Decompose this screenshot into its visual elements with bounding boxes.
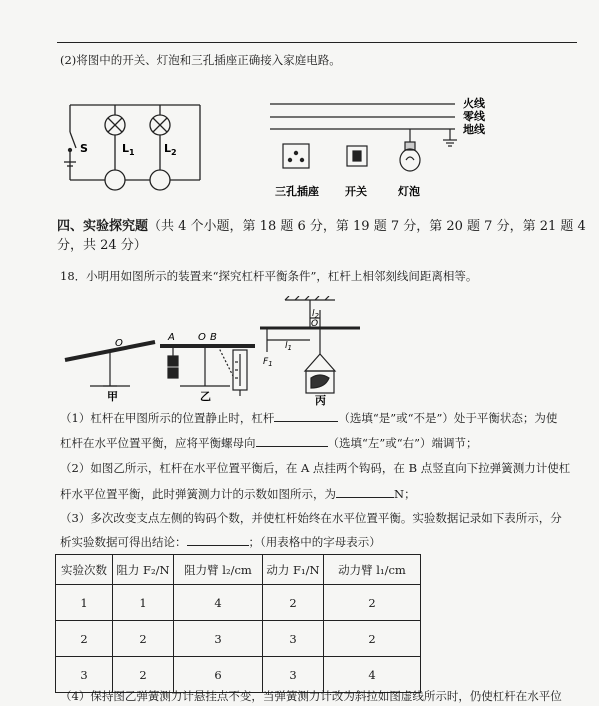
- q18-p2-line1: （2）如图乙所示，杠杆在水平位置平衡后，在 A 点挂两个钩码，在 B 点竖直向下拉弹簧测力计使杠: [60, 461, 571, 475]
- lamp1-label: $L_1$: [122, 142, 135, 157]
- lever-fig-bing: [260, 296, 360, 393]
- table-cell: 3: [263, 621, 324, 657]
- table-cell: 2: [56, 621, 113, 657]
- q18-p4: （4）保持图乙弹簧测力计悬挂点不变，当弹簧测力计改为斜拉如图虚线所示时，仍使杠杆在水平位: [60, 689, 562, 703]
- bulb-label: 灯泡: [398, 185, 420, 198]
- lamp-l1-icon: [105, 115, 125, 135]
- fig-bing-label: 丙: [315, 394, 326, 406]
- lever-fig-yi: [160, 346, 255, 396]
- q18-p2-line2: 杆水平位置平衡，此时弹簧测力计的示数如图所示，为 N；: [60, 487, 416, 501]
- svg-text:l2: $l_2$: [312, 309, 319, 320]
- experiment-data-table: [55, 554, 421, 693]
- header-rule: [57, 42, 577, 43]
- wiring-diagram: [265, 92, 490, 204]
- socket-icon: [283, 144, 309, 168]
- table-cell: 3: [263, 657, 324, 693]
- table-cell: 3: [174, 621, 263, 657]
- lamp2-label: $L_2$: [164, 142, 177, 157]
- table-cell: 1: [56, 585, 113, 621]
- svg-text:F1: $F_1$: [263, 357, 273, 368]
- section4-heading: [57, 218, 587, 236]
- svg-text:B: B: [210, 332, 217, 343]
- q18-stem: 18．小明用如图所示的装置来“探究杠杆平衡条件”，杠杆上相邻刻线间距离相等。: [60, 269, 478, 283]
- section4-desc-line1: （共 4 个小题，第 18 题 6 分，第 19 题 7 分，第 20 题 7 分，第 21 题 4: [148, 219, 586, 234]
- q18-p3-line2: 析实验数据可得出结论： ；（用表格中的字母表示）: [60, 535, 381, 549]
- switch-wiring-label: 开关: [345, 185, 367, 198]
- switch-label: S: [80, 142, 88, 155]
- svg-text:l1: $l_1$: [285, 341, 292, 352]
- answer-blank-2[interactable]: [256, 446, 328, 447]
- table-cell: 2: [324, 585, 421, 621]
- section4-desc-line2: 分，共 24 分）: [57, 238, 147, 253]
- table-cell: 2: [113, 621, 174, 657]
- table-row: [56, 585, 421, 621]
- svg-text:O: O: [115, 338, 123, 349]
- lever-fig-jia: [65, 342, 155, 386]
- live-label: 火线: [463, 97, 485, 110]
- table-cell: 4: [174, 585, 263, 621]
- table-header-cell: 阻力臂 l₂/cm: [174, 555, 263, 585]
- table-header-row: [56, 555, 421, 585]
- question-17-part2: (2)将图中的开关、灯泡和三孔插座正确接入家庭电路。: [60, 53, 341, 67]
- lamp-l2-icon: [150, 115, 170, 135]
- table-cell: 2: [263, 585, 324, 621]
- answer-blank-1[interactable]: [274, 421, 338, 422]
- table-cell: 3: [56, 657, 113, 693]
- table-header-cell: 阻力 F₂/N: [113, 555, 174, 585]
- fig-jia-label: 甲: [107, 390, 118, 403]
- q18-p1-line2: 杠杆在水平位置平衡，应将平衡螺母向 （选填“左”或“右”）端调节；: [60, 436, 478, 450]
- table-cell: 2: [324, 621, 421, 657]
- svg-text:O: O: [311, 319, 319, 329]
- table-header-cell: 动力 F₁/N: [263, 555, 324, 585]
- q18-p3-line1: （3）多次改变支点左侧的钩码个数，并使杠杆始终在水平位置平衡。实验数据记录如下表所示，分: [60, 511, 562, 525]
- answer-blank-4[interactable]: [187, 545, 249, 546]
- q18-p1-line1: （1）杠杆在甲图所示的位置静止时，杠杆 （选填“是”或“不是”）处于平衡状态；为使: [60, 411, 558, 425]
- answer-blank-3[interactable]: [336, 497, 394, 498]
- socket-label: 三孔插座: [275, 185, 319, 198]
- table-cell: 6: [174, 657, 263, 693]
- table-cell: 1: [113, 585, 174, 621]
- switch-icon: [347, 146, 367, 166]
- table-cell: 4: [324, 657, 421, 693]
- table-cell: 2: [113, 657, 174, 693]
- table-header-cell: 实验次数: [56, 555, 113, 585]
- svg-text:O: O: [198, 332, 206, 343]
- lever-figures: [55, 296, 375, 406]
- fig-yi-label: 乙: [200, 390, 211, 403]
- table-row: [56, 621, 421, 657]
- section4-title: 四、实验探究题: [57, 219, 149, 234]
- ground-label: 地线: [463, 123, 485, 136]
- neutral-label: 零线: [463, 110, 485, 123]
- svg-text:A: A: [168, 332, 175, 343]
- circuit-diagram: [60, 100, 210, 200]
- bulb-icon: [400, 129, 420, 171]
- table-header-cell: 动力臂 l₁/cm: [324, 555, 421, 585]
